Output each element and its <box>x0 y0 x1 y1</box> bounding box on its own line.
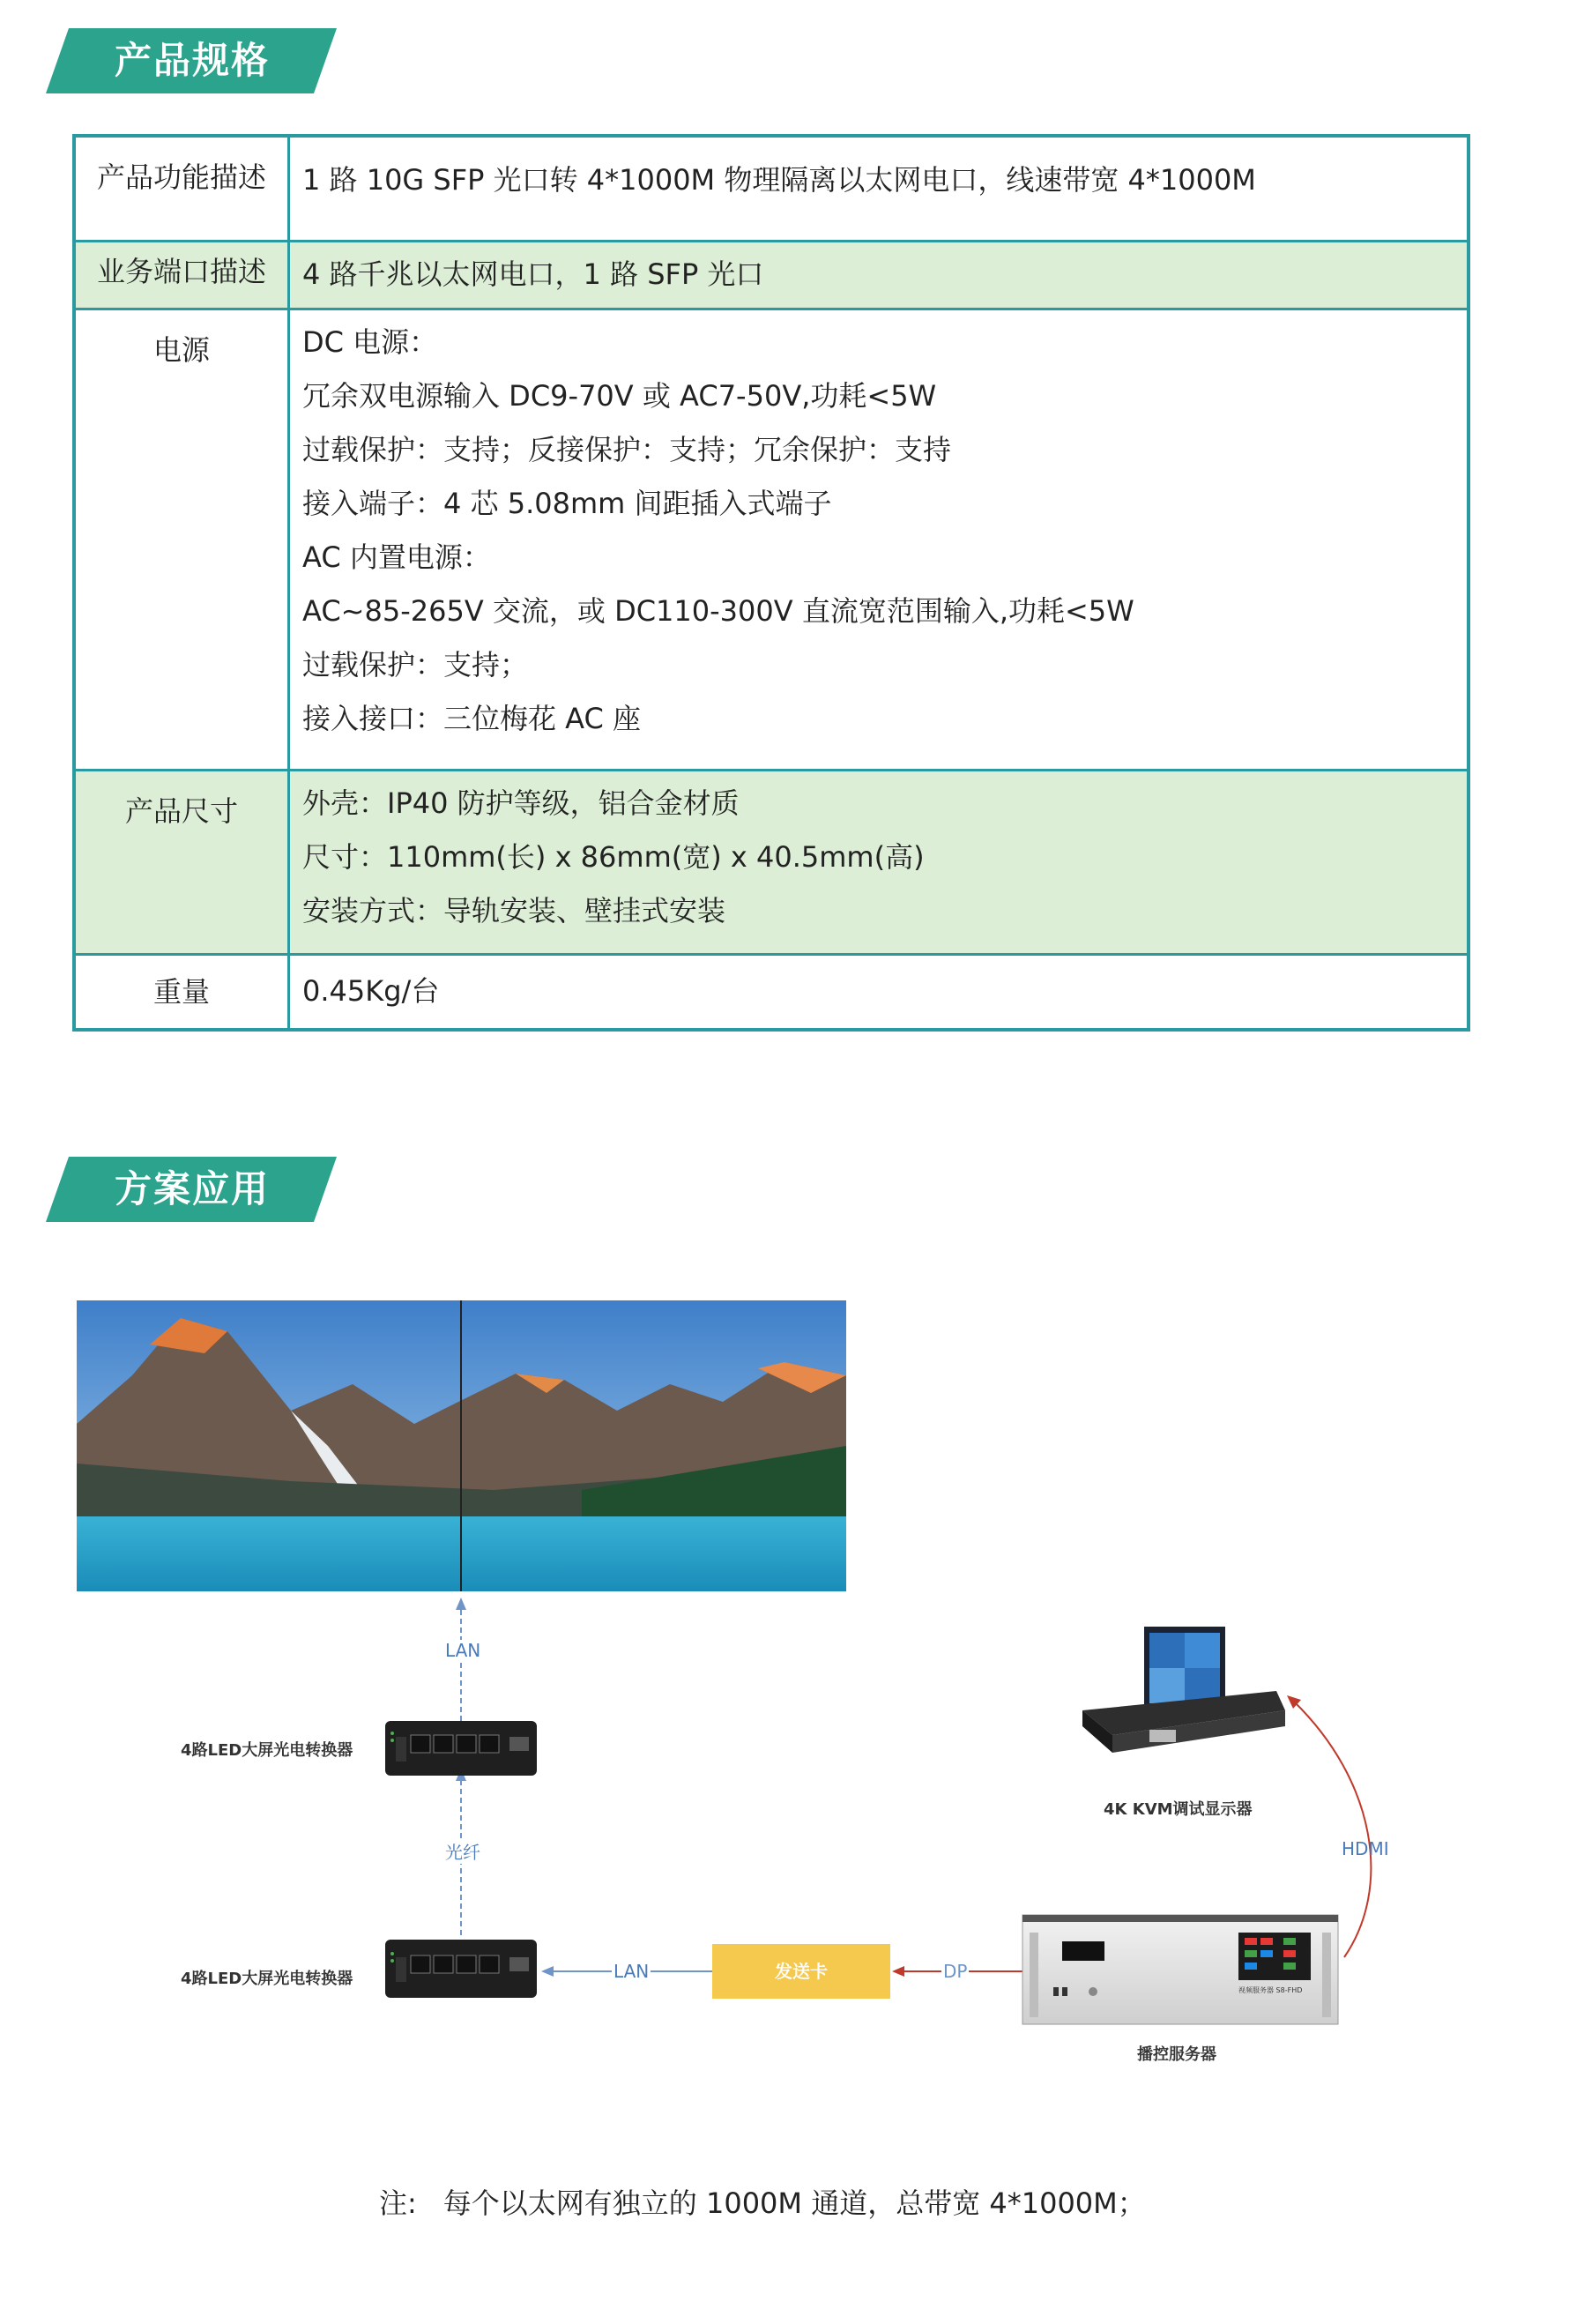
spec-row-weight <box>74 955 1469 1031</box>
spec-line: 安装方式：导轨安装、壁挂式安装 <box>302 894 726 927</box>
spec-line: 0.45Kg/台 <box>302 974 440 1008</box>
spec-line: AC 内置电源： <box>302 540 491 574</box>
spec-value <box>289 309 1469 771</box>
solution-section-header <box>46 1157 337 1222</box>
solution-diagram <box>0 1270 1569 2116</box>
spec-line: 1 路 10G SFP 光口转 4*1000M 物理隔离以太网电口，线速带宽 4*1000M <box>302 163 1256 197</box>
dp-label: DP <box>943 1961 968 1982</box>
spec-row-function <box>74 136 1469 242</box>
note-text: 每个以太网有独立的 1000M 通道，总带宽 4*1000M； <box>442 2186 1146 2220</box>
specs-section-title: 产品规格 <box>115 39 271 82</box>
converter-top <box>385 1721 537 1776</box>
spec-value <box>289 242 1469 309</box>
sender-card: 发送卡 <box>712 1944 890 1999</box>
spec-label: 产品功能描述 <box>74 136 289 242</box>
lan-bottom-label: LAN <box>613 1961 650 1982</box>
spec-label: 电源 <box>74 309 289 771</box>
spec-line: AC~85-265V 交流，或 DC110-300V 直流宽范围输入,功耗<5W <box>302 594 1134 628</box>
spec-value <box>289 136 1469 242</box>
hdmi-label: HDMI <box>1342 1838 1389 1859</box>
spec-row-power <box>74 309 1469 771</box>
footnote <box>379 2181 1146 2222</box>
note-prefix: 注: <box>379 2186 417 2220</box>
spec-row-size <box>74 771 1469 955</box>
led-video-wall <box>77 1300 846 1591</box>
server-rack <box>1022 1915 1338 2024</box>
converter-top-label: 4路LED大屏光电转换器 <box>181 1741 353 1760</box>
specs-section-header <box>46 28 337 93</box>
converter-bottom <box>385 1940 537 1998</box>
converter-bottom-label: 4路LED大屏光电转换器 <box>181 1970 353 1988</box>
spec-label: 产品尺寸 <box>74 771 289 955</box>
spec-line: 接入端子：4 芯 5.08mm 间距插入式端子 <box>302 487 832 520</box>
spec-row-ports <box>74 242 1469 309</box>
lan-top-label: LAN <box>445 1640 481 1661</box>
spec-value <box>289 955 1469 1031</box>
spec-line: 过载保护：支持； <box>302 648 529 682</box>
kvm-label: 4K KVM调试显示器 <box>1104 1800 1253 1819</box>
spec-line: 尺寸：110mm(长) x 86mm(宽) x 40.5mm(高) <box>302 840 925 874</box>
fiber-label: 光纤 <box>443 1838 482 1864</box>
spec-line: 外壳：IP40 防护等级，铝合金材质 <box>302 786 740 820</box>
spec-value <box>289 771 1469 955</box>
spec-line: DC 电源： <box>302 325 438 359</box>
kvm-monitor <box>1082 1627 1285 1753</box>
spec-line: 冗余双电源输入 DC9-70V 或 AC7-50V,功耗<5W <box>302 379 937 413</box>
spec-label: 业务端口描述 <box>74 242 289 309</box>
spec-line: 过载保护：支持；反接保护：支持；冗余保护：支持 <box>302 433 952 466</box>
solution-section-title: 方案应用 <box>115 1167 271 1210</box>
spec-label: 重量 <box>74 955 289 1031</box>
server-plate: 视频服务器 S8-FHD <box>1238 1986 1303 1994</box>
spec-line: 接入接口：三位梅花 AC 座 <box>302 702 642 735</box>
spec-line: 4 路千兆以太网电口，1 路 SFP 光口 <box>302 257 764 291</box>
server-label: 播控服务器 <box>1137 2045 1216 2064</box>
spec-table <box>72 134 1470 1032</box>
